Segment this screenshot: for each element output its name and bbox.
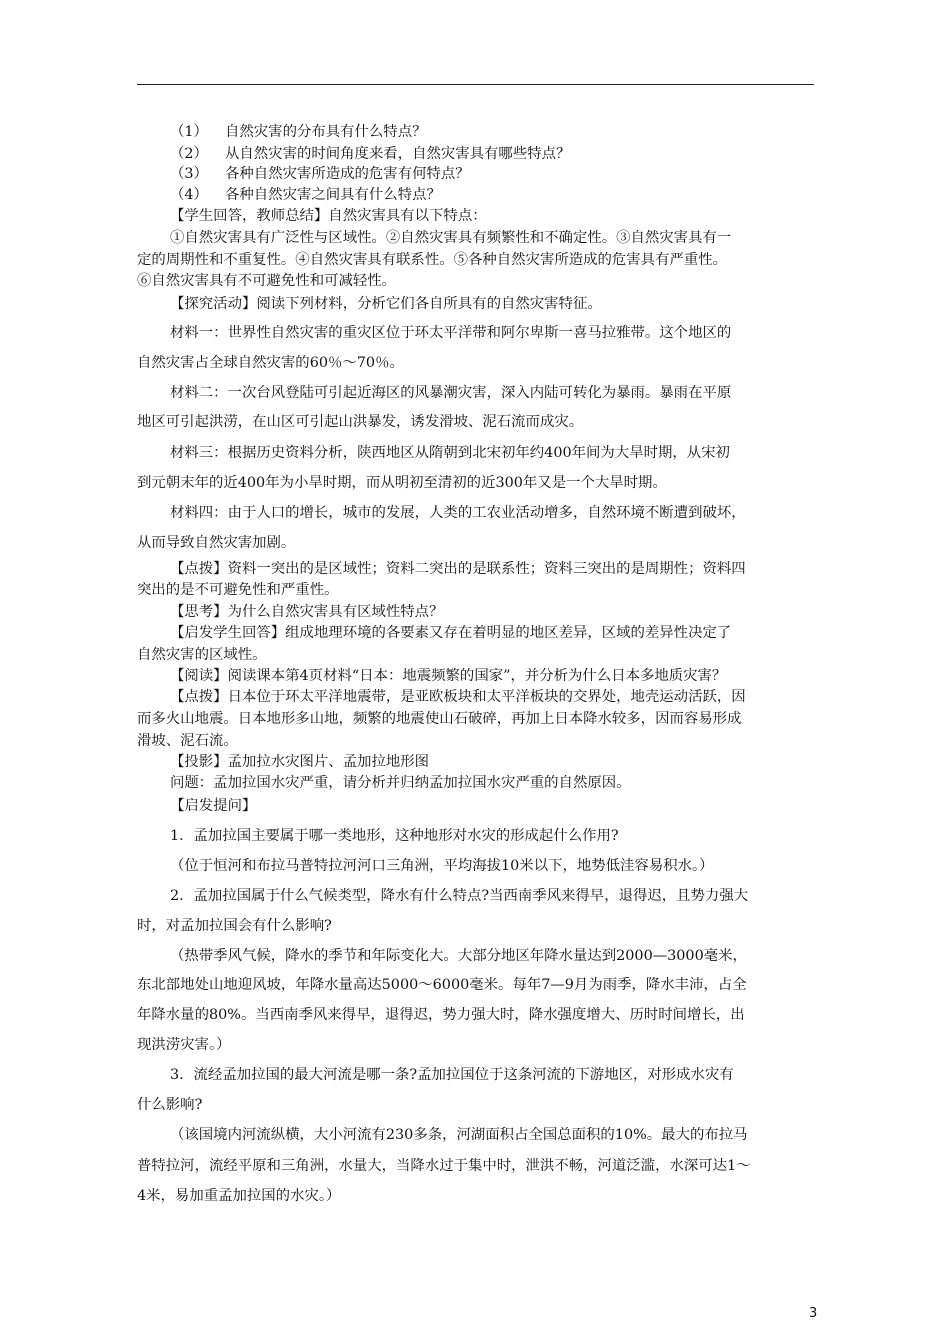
text-line: 普特拉河，流经平原和三角洲，水量大，当降水过于集中时，泄洪不畅，河道泛滥，水深可达1～ xyxy=(137,1158,751,1174)
text-line: 【思考】为什么自然灾害具有区域性特点？ xyxy=(170,604,444,620)
text-line: （位于恒河和布拉马普特拉河河口三角洲，平均海拔10米以下，地势低洼容易积水。） xyxy=(170,858,714,874)
text-line: 地区可引起洪涝，在山区可引起山洪暴发，诱发滑坡、泥石流而成灾。 xyxy=(137,414,584,430)
text-line: 时，对孟加拉国会有什么影响? xyxy=(137,918,332,934)
text-line: （热带季风气候，降水的季节和年际变化大。大部分地区年降水量达到2000—3000毫米， xyxy=(170,948,747,964)
text-line: 东北部地处山地迎风坡，年降水量高达5000～6000毫米。每年7—9月为雨季，降水丰沛，占全 xyxy=(137,977,747,993)
header-rule xyxy=(137,84,814,85)
question-1 xyxy=(170,122,426,142)
question-2 xyxy=(170,144,570,164)
text-line: 材料二：一次台风登陆可引起近海区的风暴潮灾害，深入内陆可转化为暴雨。暴雨在平原 xyxy=(170,385,732,401)
text-line: 【投影】孟加拉水灾图片、孟加拉地形图 xyxy=(170,754,430,770)
question-text: 自然灾害的分布具有什么特点？ xyxy=(225,124,427,140)
text-line: 而多火山地震。日本地形多山地，频繁的地震使山石破碎，再加上日本降水较多，因而容易形成 xyxy=(137,711,742,727)
text-line: 2．孟加拉国属于什么气候类型，降水有什么特点?当西南季风来得早，退得迟，且势力强大 xyxy=(170,888,749,904)
text-line: 什么影响? xyxy=(137,1097,203,1113)
text-line: 到元朝末年的近400年为小旱时期，而从明初至清初的近300年又是一个大旱时期。 xyxy=(137,475,667,491)
text-line: 从而导致自然灾害加剧。 xyxy=(137,535,296,551)
text-line: ①自然灾害具有广泛性与区域性。②自然灾害具有频繁性和不确定性。③自然灾害具有一 xyxy=(170,230,732,246)
text-line: 【启发提问】 xyxy=(170,798,257,814)
question-3 xyxy=(170,164,470,184)
text-line: 【点拨】日本位于环太平洋地震带，是亚欧板块和太平洋板块的交界处，地壳运动活跃，因 xyxy=(170,689,746,705)
question-number: （3） xyxy=(170,166,208,182)
question-text: 各种自然灾害之间具有什么特点？ xyxy=(225,187,441,203)
text-line: 定的周期性和不重复性。④自然灾害具有联系性。⑤各种自然灾害所造成的危害具有严重性。 xyxy=(137,252,728,268)
text-line: ⑥自然灾害具有不可避免性和可减轻性。 xyxy=(137,273,397,289)
text-line: 自然灾害占全球自然灾害的60％～70％。 xyxy=(137,355,404,371)
text-line: 滑坡、泥石流。 xyxy=(137,733,238,749)
text-line: 【阅读】阅读课本第4页材料“日本：地震频繁的国家”，并分析为什么日本多地质灾害？ xyxy=(170,668,727,684)
text-line: 材料三：根据历史资料分析，陕西地区从隋朝到北宋初年约400年间为大旱时期，从宋初 xyxy=(170,445,730,461)
text-line: 材料一：世界性自然灾害的重灾区位于环太平洋带和阿尔卑斯一喜马拉雅带。这个地区的 xyxy=(170,325,732,341)
question-number: （2） xyxy=(170,146,208,162)
page-number: 3 xyxy=(809,1306,818,1321)
text-line: 自然灾害的区域性。 xyxy=(137,647,267,663)
question-number: （1） xyxy=(170,124,208,140)
text-line: 4米，易加重孟加拉国的水灾。） xyxy=(137,1188,341,1204)
text-line: 材料四：由于人口的增长，城市的发展，人类的工农业活动增多，自然环境不断遭到破坏， xyxy=(170,505,746,521)
text-line: 【启发学生回答】组成地理环境的各要素又存在着明显的地区差异，区域的差异性决定了 xyxy=(170,625,732,641)
text-line: 突出的是不可避免性和严重性。 xyxy=(137,582,339,598)
question-text: 各种自然灾害所造成的危害有何特点？ xyxy=(225,166,470,182)
question-number: （4） xyxy=(170,187,208,203)
text-line: 问题：孟加拉国水灾严重，请分析并归纳孟加拉国水灾严重的自然原因。 xyxy=(170,775,631,791)
text-line: 【探究活动】阅读下列材料，分析它们各自所具有的自然灾害特征。 xyxy=(170,296,602,312)
text-line: 年降水量的80%。当西南季风来得早，退得迟，势力强大时，降水强度增大、历时时间增长，出 xyxy=(137,1007,745,1023)
text-line: 现洪涝灾害。） xyxy=(137,1037,231,1053)
question-text: 从自然灾害的时间角度来看，自然灾害具有哪些特点？ xyxy=(225,146,571,162)
text-line: （该国境内河流纵横，大小河流有230多条，河湖面积占全国总面积的10%。最大的布拉马 xyxy=(170,1127,748,1143)
text-line: 1．孟加拉国主要属于哪一类地形，这种地形对水灾的形成起什么作用? xyxy=(170,828,619,844)
question-4 xyxy=(170,185,441,205)
text-line: 【点拨】资料一突出的是区域性；资料二突出的是联系性；资料三突出的是周期性；资料四 xyxy=(170,561,746,577)
text-line: 3．流经孟加拉国的最大河流是哪一条?孟加拉国位于这条河流的下游地区，对形成水灾有 xyxy=(170,1067,734,1083)
text-line: 【学生回答，教师总结】自然灾害具有以下特点： xyxy=(170,208,487,224)
